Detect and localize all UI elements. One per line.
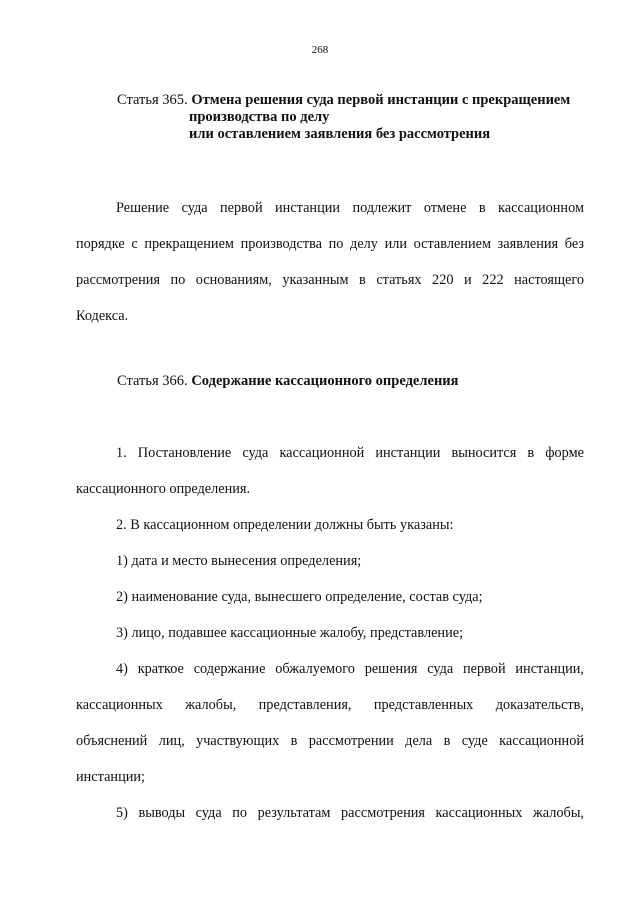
paragraph-line: Кодекса.: [76, 308, 129, 324]
paragraph-line: порядке с прекращением производства по делу или оставлением заявления без: [76, 236, 584, 252]
article-365-paragraph: [76, 190, 584, 334]
article-366-number: Статья 366.: [117, 373, 188, 389]
paragraph-line: рассмотрения по основаниям, указанным в статьях 220 и 222 настоящего: [76, 272, 584, 288]
paragraph-line: 1. Постановление суда кассационной инстанции выносится в форме: [116, 445, 584, 461]
paragraph-line: объяснений лиц, участвующих в рассмотрении дела в суде кассационной: [76, 733, 584, 749]
article-365-title-line2: производства по делу: [189, 109, 330, 125]
article-366-heading: [117, 373, 597, 390]
page-number: 268: [311, 44, 329, 56]
list-item: 3) лицо, подавшее кассационные жалобу, представление;: [116, 625, 464, 641]
list-item: 2) наименование суда, вынесшего определение, состав суда;: [116, 589, 483, 605]
article-366-body: [76, 435, 584, 831]
list-item: 1) дата и место вынесения определения;: [116, 553, 362, 569]
paragraph-line: кассационного определения.: [76, 481, 251, 497]
paragraph-line: Решение суда первой инстанции подлежит отмене в кассационном: [116, 200, 584, 216]
list-item: 4) краткое содержание обжалуемого решения суда первой инстанции,: [116, 661, 584, 677]
article-366-title: Содержание кассационного определения: [191, 373, 459, 389]
article-365-title-line3: или оставлением заявления без рассмотрения: [189, 126, 491, 142]
article-365-heading: [117, 92, 597, 143]
paragraph-line: кассационных жалобы, представления, представленных доказательств,: [76, 697, 584, 713]
article-365-number: Статья 365.: [117, 92, 188, 108]
paragraph-line: инстанции;: [76, 769, 145, 785]
list-item: 5) выводы суда по результатам рассмотрения кассационных жалобы,: [116, 805, 584, 821]
paragraph-line: 2. В кассационном определении должны быть указаны:: [116, 517, 454, 533]
article-365-title-line1: Отмена решения суда первой инстанции с прекращением: [191, 92, 571, 108]
